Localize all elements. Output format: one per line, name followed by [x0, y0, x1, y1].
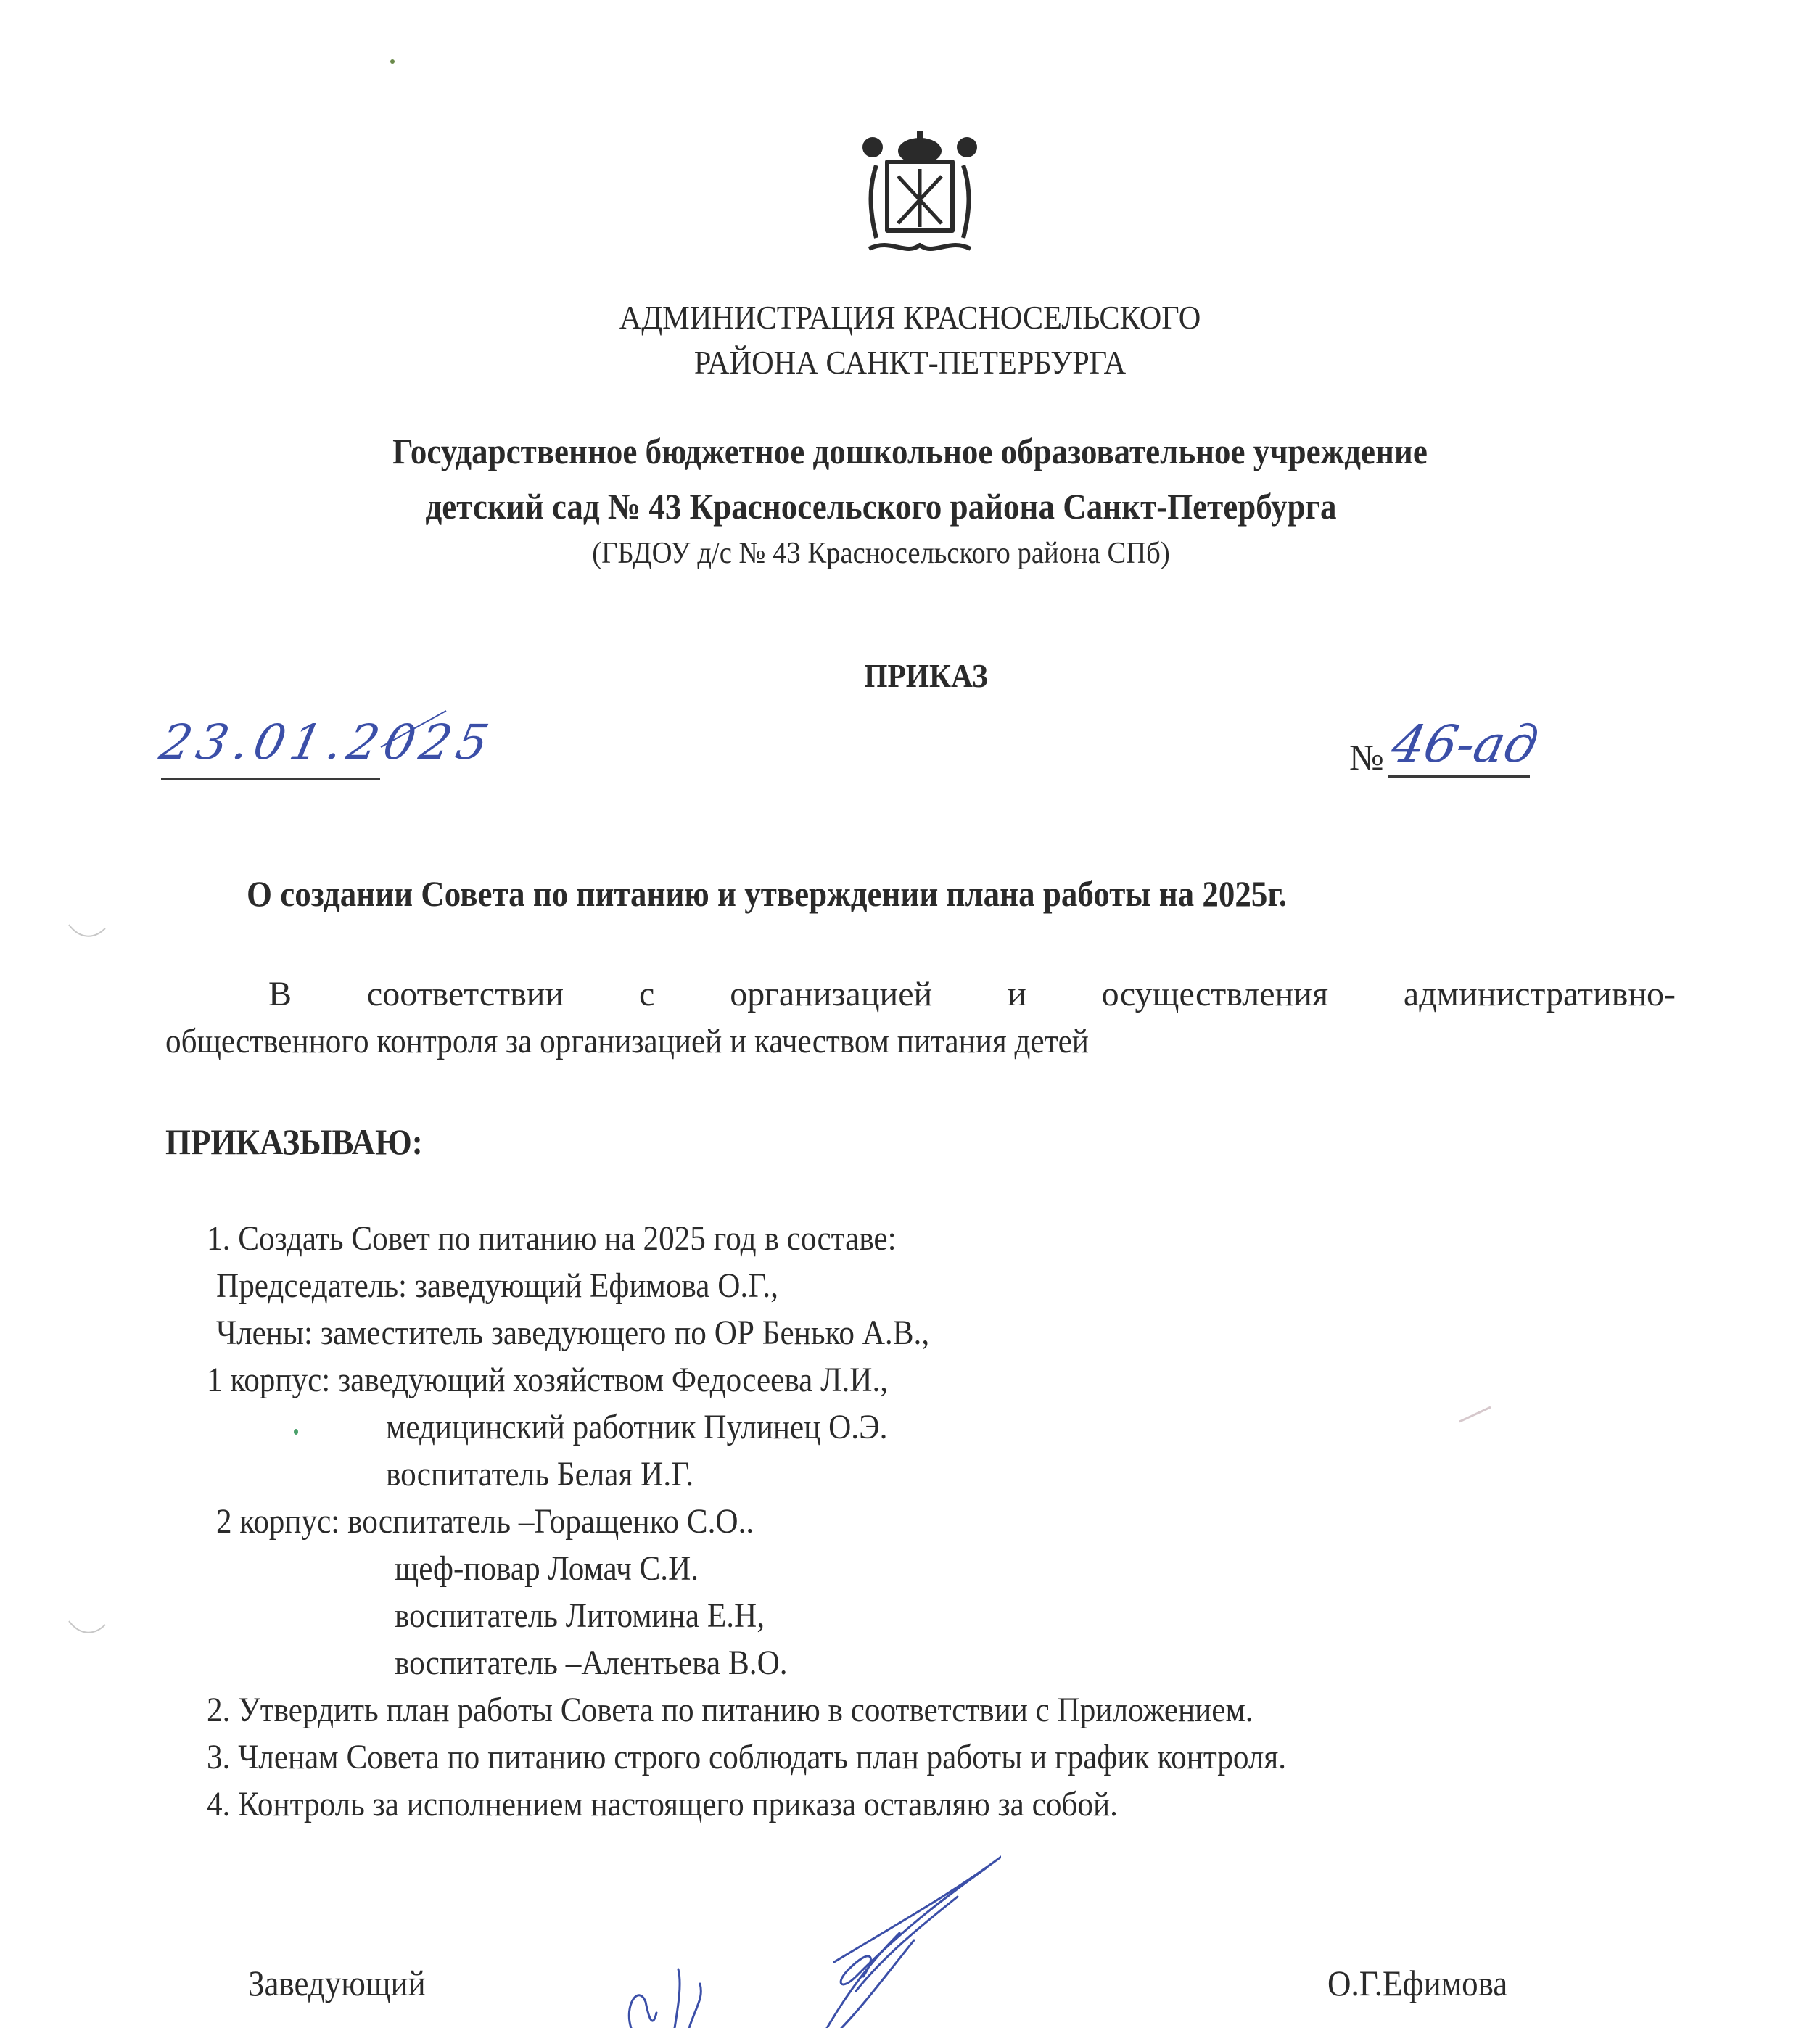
- building-2-member: воспитатель –Алентьева В.О.: [395, 1644, 788, 1682]
- preamble-line-2: общественного контроля за организацией и качеством питания детей: [165, 1022, 1089, 1060]
- date-underline: [161, 778, 380, 780]
- order-title: О создании Совета по питанию и утверждении плана работы на 2025г.: [247, 873, 1287, 914]
- signatory-name: О.Г.Ефимова: [1327, 1963, 1508, 2003]
- org-short-name: (ГБДОУ д/с № 43 Красносельского района СПб): [592, 537, 1170, 570]
- building-1-member: медицинский работник Пулинец О.Э.: [386, 1408, 888, 1446]
- building-2-member: воспитатель Литомина Е.Н,: [395, 1596, 765, 1635]
- scan-mark: [1458, 1403, 1494, 1425]
- admin-header: [0, 297, 1820, 383]
- order-heading: ПРИКАЗ: [864, 657, 988, 694]
- building-1-member: 1 корпус: заведующий хозяйством Федосеева Л.И.,: [207, 1361, 889, 1399]
- order-date-handwritten: 23.01.2025: [155, 714, 500, 770]
- admin-line-2: РАЙОНА САНКТ-ПЕТЕРБУРГА: [693, 344, 1127, 381]
- directive-heading: ПРИКАЗЫВАЮ:: [165, 1121, 423, 1162]
- order-number-sign: №: [1349, 737, 1384, 778]
- number-underline: [1388, 775, 1530, 778]
- council-members: Члены: заместитель заведующего по ОР Бенько А.В.,: [216, 1314, 930, 1352]
- building-1-member: воспитатель Белая И.Г.: [386, 1455, 694, 1493]
- scan-mark: [65, 1617, 109, 1639]
- order-item-4: 4. Контроль за исполнением настоящего приказа оставляю за собой.: [207, 1785, 1118, 1823]
- building-2-member: щеф-повар Ломач С.И.: [395, 1549, 699, 1588]
- order-item-1: 1. Создать Совет по питанию на 2025 год в составе:: [207, 1219, 897, 1258]
- order-item-2: 2. Утвердить план работы Совета по питанию в соответствии с Приложением.: [207, 1691, 1253, 1729]
- scan-speck: [390, 59, 395, 64]
- order-number-handwritten: 46-ад: [1386, 714, 1544, 774]
- scan-mark: [65, 921, 109, 943]
- building-2-member: 2 корпус: воспитатель –Горащенко С.О..: [216, 1502, 754, 1541]
- signatory-position: Заведующий: [248, 1963, 426, 2003]
- preamble-line-1: В соответствии с организацией и осуществления административно-: [268, 975, 1676, 1013]
- org-name-line-1: Государственное бюджетное дошкольное образовательное учреждение: [392, 431, 1428, 471]
- handwritten-signature: [595, 1846, 1001, 2028]
- council-chair: Председатель: заведующий Ефимова О.Г.,: [216, 1266, 778, 1305]
- coat-of-arms-icon: [847, 122, 992, 260]
- org-name-line-2: детский сад № 43 Красносельского района Санкт-Петербурга: [425, 486, 1337, 527]
- date-pen-stroke: [377, 707, 450, 751]
- admin-line-1: АДМИНИСТРАЦИЯ КРАСНОСЕЛЬСКОГО: [619, 299, 1201, 336]
- scan-speck: [294, 1429, 298, 1435]
- order-item-3: 3. Членам Совета по питанию строго соблюдать план работы и график контроля.: [207, 1738, 1287, 1776]
